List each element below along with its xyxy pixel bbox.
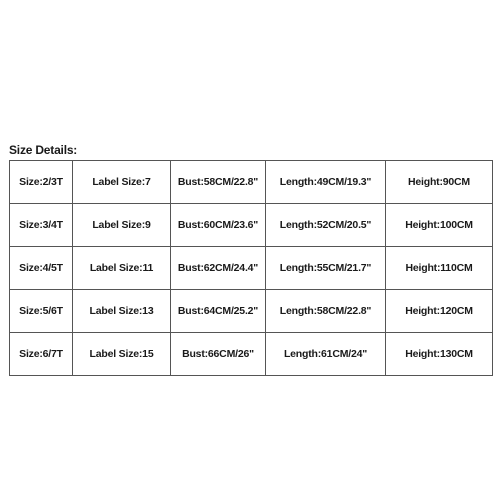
table-row bbox=[10, 204, 493, 247]
bust-cell: Bust:60CM/23.6" bbox=[171, 204, 266, 247]
size-cell: Size:4/5T bbox=[10, 247, 73, 290]
bust-cell: Bust:64CM/25.2" bbox=[171, 290, 266, 333]
label-size-cell: Label Size:9 bbox=[73, 204, 171, 247]
size-cell: Size:2/3T bbox=[10, 161, 73, 204]
length-cell: Length:52CM/20.5" bbox=[266, 204, 386, 247]
label-size-cell: Label Size:11 bbox=[73, 247, 171, 290]
height-cell: Height:100CM bbox=[386, 204, 493, 247]
length-cell: Length:58CM/22.8" bbox=[266, 290, 386, 333]
label-size-cell: Label Size:13 bbox=[73, 290, 171, 333]
height-cell: Height:110CM bbox=[386, 247, 493, 290]
size-cell: Size:3/4T bbox=[10, 204, 73, 247]
table-row bbox=[10, 290, 493, 333]
table-row bbox=[10, 161, 493, 204]
table-row bbox=[10, 247, 493, 290]
size-cell: Size:6/7T bbox=[10, 333, 73, 376]
bust-cell: Bust:62CM/24.4" bbox=[171, 247, 266, 290]
bust-cell: Bust:58CM/22.8" bbox=[171, 161, 266, 204]
length-cell: Length:61CM/24" bbox=[266, 333, 386, 376]
size-table bbox=[9, 160, 493, 376]
length-cell: Length:49CM/19.3" bbox=[266, 161, 386, 204]
table-row bbox=[10, 333, 493, 376]
height-cell: Height:90CM bbox=[386, 161, 493, 204]
height-cell: Height:120CM bbox=[386, 290, 493, 333]
length-cell: Length:55CM/21.7" bbox=[266, 247, 386, 290]
bust-cell: Bust:66CM/26" bbox=[171, 333, 266, 376]
size-cell: Size:5/6T bbox=[10, 290, 73, 333]
size-details-title: Size Details: bbox=[9, 143, 78, 157]
label-size-cell: Label Size:15 bbox=[73, 333, 171, 376]
height-cell: Height:130CM bbox=[386, 333, 493, 376]
label-size-cell: Label Size:7 bbox=[73, 161, 171, 204]
